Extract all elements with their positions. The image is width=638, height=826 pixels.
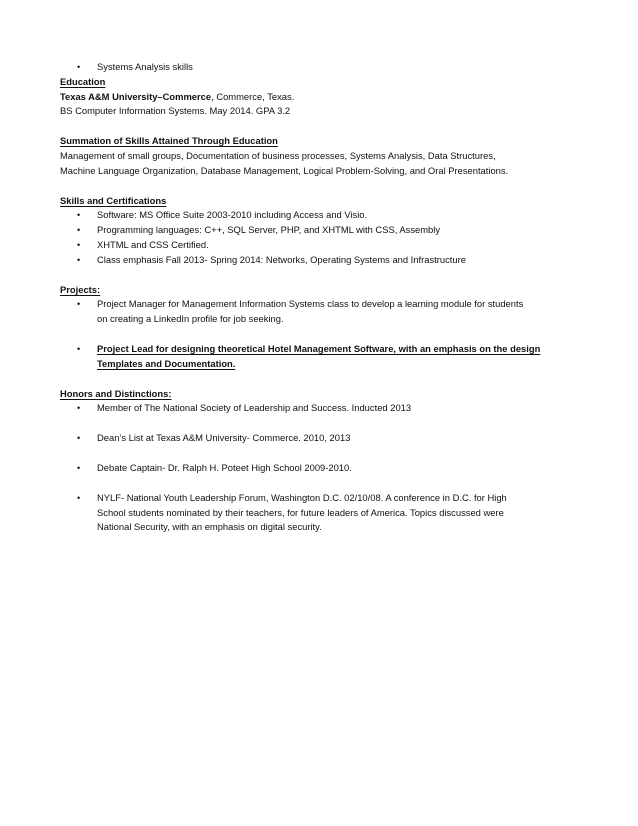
bullet-icon: • bbox=[77, 239, 81, 250]
bullet-icon: • bbox=[77, 299, 81, 310]
list-item bbox=[60, 223, 580, 238]
education-heading: Education bbox=[60, 75, 106, 87]
section-gap bbox=[60, 268, 580, 283]
skills-heading: Skills and Certifications bbox=[60, 194, 167, 206]
list-item bbox=[60, 342, 580, 372]
list-item bbox=[60, 297, 580, 327]
honors-heading: Honors and Distinctions: bbox=[60, 387, 172, 399]
list-item bbox=[60, 431, 580, 446]
project-text: Project Manager for Management Information Systems class to develop a learning module for students bbox=[97, 298, 524, 310]
summation-line: Management of small groups, Documentation of business processes, Systems Analysis, Data Structures, bbox=[60, 149, 496, 161]
bullet-icon: • bbox=[77, 433, 81, 444]
resume-content bbox=[60, 60, 580, 535]
bullet-icon: • bbox=[77, 254, 81, 265]
bullet-icon: • bbox=[77, 403, 81, 414]
list-item bbox=[60, 208, 580, 223]
list-item bbox=[60, 60, 580, 75]
bullet-icon: • bbox=[77, 462, 81, 473]
projects-heading: Projects: bbox=[60, 283, 101, 295]
honor-text: School students nominated by their teachers, for future leaders of America. Topics discussed were bbox=[97, 506, 504, 518]
section-gap bbox=[60, 119, 580, 134]
skill-item: XHTML and CSS Certified. bbox=[97, 238, 209, 250]
list-item bbox=[60, 401, 580, 416]
project-text: Templates and Documentation. bbox=[97, 357, 236, 369]
project-text: Project Lead for designing theoretical Hotel Management Software, with an emphasis on the design bbox=[97, 342, 541, 354]
education-degree: BS Computer Information Systems. May 2014. GPA 3.2 bbox=[60, 105, 291, 117]
bullet-icon: • bbox=[77, 210, 81, 221]
section-gap bbox=[60, 372, 580, 387]
honor-text: Dean’s List at Texas A&M University- Commerce. 2010, 2013 bbox=[97, 432, 351, 444]
honor-text: Debate Captain- Dr. Ralph H. Poteet High School 2009-2010. bbox=[97, 461, 352, 473]
summation-line: Machine Language Organization, Database Management, Logical Problem-Solving, and Oral Presentations. bbox=[60, 164, 509, 176]
bullet-icon: • bbox=[77, 62, 81, 72]
honor-text: Member of The National Society of Leadership and Success. Inducted 2013 bbox=[97, 402, 412, 414]
bullet-icon: • bbox=[77, 225, 81, 236]
university-name: Texas A&M University–Commerce bbox=[60, 90, 212, 102]
bullet-icon: • bbox=[77, 343, 81, 354]
section-gap bbox=[60, 179, 580, 194]
list-item bbox=[60, 461, 580, 476]
university-location: , Commerce, Texas. bbox=[211, 90, 295, 102]
skill-item: Class emphasis Fall 2013- Spring 2014: Networks, Operating Systems and Infrastructure bbox=[97, 253, 466, 265]
bullet-icon: • bbox=[77, 492, 81, 503]
honor-text: National Security, with an emphasis on digital security. bbox=[97, 521, 322, 533]
honor-text: NYLF- National Youth Leadership Forum, Washington D.C. 02/10/08. A conference in D.C. for High bbox=[97, 491, 507, 503]
education-university-line bbox=[60, 90, 580, 105]
list-item bbox=[60, 238, 580, 253]
list-item bbox=[60, 491, 580, 535]
project-text: on creating a LinkedIn profile for job seeking. bbox=[97, 313, 284, 325]
skill-item: Software: MS Office Suite 2003-2010 including Access and Visio. bbox=[97, 209, 368, 221]
top-skill-text: Systems Analysis skills bbox=[97, 61, 193, 72]
skill-item: Programming languages: C++, SQL Server, PHP, and XHTML with CSS, Assembly bbox=[97, 224, 441, 236]
list-item bbox=[60, 253, 580, 268]
summation-heading: Summation of Skills Attained Through Education bbox=[60, 135, 278, 147]
